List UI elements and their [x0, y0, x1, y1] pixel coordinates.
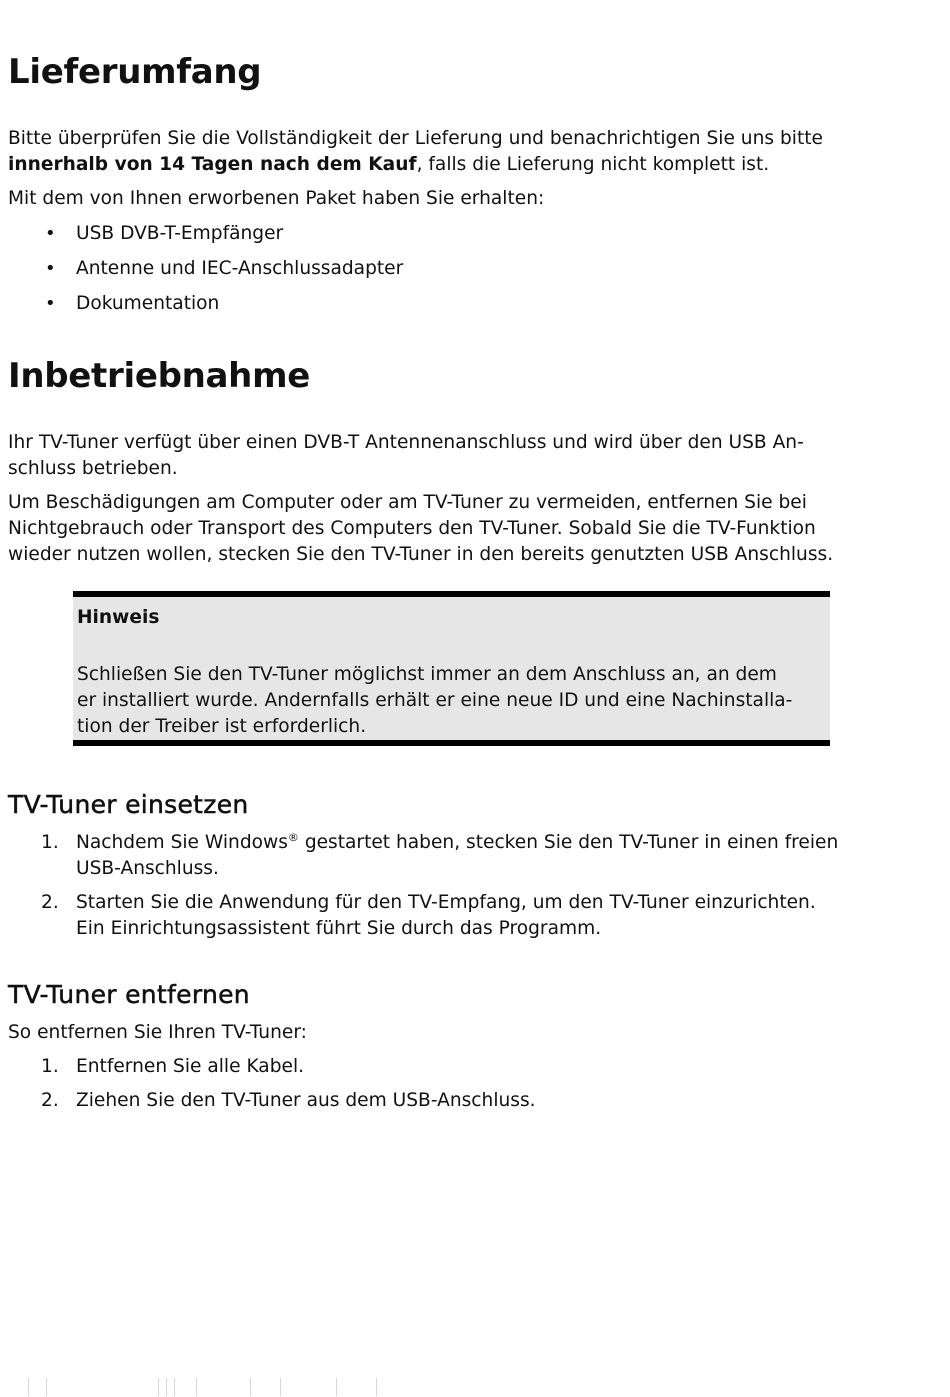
delivery-deadline-bold: innerhalb von 14 Tagen nach dem Kauf	[8, 154, 417, 175]
package-contents-list	[8, 221, 888, 317]
paragraph-package-intro: Mit dem von Ihnen erworbenen Paket haben Sie erhalten:	[8, 188, 545, 209]
insert-steps-list	[8, 830, 888, 942]
remove-steps-list	[8, 1054, 888, 1114]
step-text-line-2: Ein Einrichtungsassistent führt Sie durch das Programm.	[76, 918, 602, 939]
step-text: Entfernen Sie alle Kabel.	[76, 1056, 305, 1077]
step-text-part: gestartet haben, stecken Sie den TV-Tuner in einen freien	[298, 832, 839, 853]
bullet-icon: •	[45, 293, 56, 314]
bullet-icon: •	[45, 258, 56, 279]
paragraph-connection	[8, 430, 888, 482]
step-text-line-2: USB-Anschluss.	[76, 858, 219, 879]
step-number: 2.	[41, 892, 59, 913]
list-item-text: Antenne und IEC-Anschlussadapter	[76, 258, 404, 279]
heading-inbetriebnahme: Inbetriebnahme	[8, 356, 310, 396]
heading-tuner-entfernen: TV-Tuner entfernen	[8, 980, 250, 1009]
list-item	[8, 1088, 888, 1114]
step-text-line-1: Starten Sie die Anwendung für den TV-Empfang, um den TV-Tuner einzurichten.	[76, 892, 816, 913]
heading-tuner-einsetzen: TV-Tuner einsetzen	[8, 790, 249, 819]
step-text-line-1	[76, 832, 838, 853]
list-item	[8, 830, 888, 882]
damage-line-2: Nichtgebrauch oder Transport des Computers den TV-Tuner. Sobald Sie die TV-Funktion	[8, 518, 816, 539]
paragraph-remove-intro: So entfernen Sie Ihren TV-Tuner:	[8, 1022, 307, 1043]
note-text	[77, 662, 822, 740]
bullet-icon: •	[45, 223, 56, 244]
list-item	[8, 1054, 888, 1080]
list-item	[8, 291, 888, 317]
note-box	[73, 591, 830, 746]
step-number: 1.	[41, 832, 59, 853]
heading-lieferumfang: Lieferumfang	[8, 52, 262, 92]
damage-line-3: wieder nutzen wollen, stecken Sie den TV-Tuner in den bereits genutzten USB Anschluss.	[8, 544, 834, 565]
registered-mark: ®	[287, 830, 299, 844]
list-item	[8, 890, 888, 942]
note-line-2: er installiert wurde. Andernfalls erhält er eine neue ID und eine Nachinstalla-	[77, 690, 793, 711]
note-line-1: Schließen Sie den TV-Tuner möglichst immer an dem Anschluss an, an dem	[77, 664, 777, 685]
damage-line-1: Um Beschädigungen am Computer oder am TV-Tuner zu vermeiden, entfernen Sie bei	[8, 492, 807, 513]
paragraph-damage-prevention	[8, 490, 888, 568]
list-item-text: USB DVB-T-Empfänger	[76, 223, 284, 244]
connection-line-1: Ihr TV-Tuner verfügt über einen DVB-T Antennenanschluss und wird über den USB An-	[8, 432, 804, 453]
delivery-check-line-1: Bitte überprüfen Sie die Vollständigkeit der Lieferung und benachrichtigen Sie uns bitte	[8, 128, 823, 149]
step-number: 2.	[41, 1090, 59, 1111]
delivery-check-line-2-rest: , falls die Lieferung nicht komplett ist.	[416, 154, 770, 175]
delivery-check-line-2	[8, 152, 888, 178]
paragraph-delivery-check	[8, 126, 888, 178]
list-item-text: Dokumentation	[76, 293, 220, 314]
step-number: 1.	[41, 1056, 59, 1077]
step-text-part: Nachdem Sie Windows	[76, 832, 288, 853]
note-line-3: tion der Treiber ist erforderlich.	[77, 716, 367, 737]
list-item	[8, 221, 888, 247]
note-title: Hinweis	[77, 607, 160, 628]
step-text: Ziehen Sie den TV-Tuner aus dem USB-Anschluss.	[76, 1090, 536, 1111]
list-item	[8, 256, 888, 282]
connection-line-2: schluss betrieben.	[8, 458, 178, 479]
